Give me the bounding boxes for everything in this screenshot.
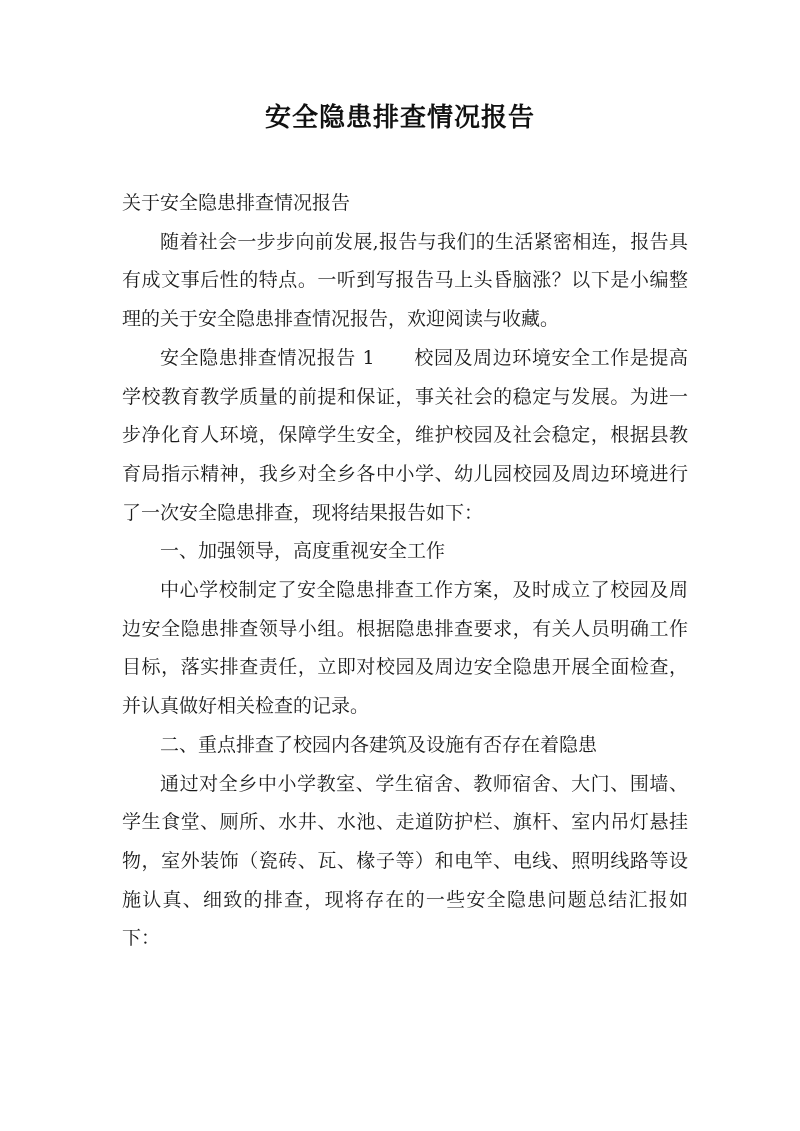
document-body: [122, 184, 688, 958]
intro-paragraph: 随着社会一步步向前发展,报告与我们的生活紧密相连，报告具有成文事后性的特点。一听到写报告马上头昏脑涨？以下是小编整理的关于安全隐患排查情况报告，欢迎阅读与收藏。: [122, 230, 688, 331]
document-title: 安全隐患排查情况报告: [264, 103, 535, 133]
section-2-paragraph: 通过对全乡中小学教室、学生宿舍、教师宿舍、大门、围墙、学生食堂、厕所、水井、水池、走道防护栏、旗杆、室内吊灯悬挂物，室外装饰（瓷砖、瓦、椽子等）和电竿、电线、照明线路等设施认真、细致的排查，现将存在的一些安全隐患问题总结汇报如下：: [122, 772, 688, 950]
section-heading-2: 二、重点排查了校园内各建筑及设施有否存在着隐患: [160, 733, 598, 756]
report-1-paragraph: 安全隐患排查情况报告 1 校园及周边环境安全工作是提高学校教育教学质量的前提和保证，事关社会的稳定与发展。为进一步净化育人环境，保障学生安全，维护校园及社会稳定，根据县教育局指示精神，我乡对全乡各中小学、幼儿园校园及周边环境进行了一次安全隐患排查，现将结果报告如下：: [122, 346, 688, 524]
section-heading-1: 一、加强领导，高度重视安全工作: [160, 540, 446, 563]
section-1-paragraph: 中心学校制定了安全隐患排查工作方案，及时成立了校园及周边安全隐患排查领导小组。根据隐患排查要求，有关人员明确工作目标，落实排查责任，立即对校园及周边安全隐患开展全面检查，并认真做好相关检查的记录。: [122, 579, 688, 718]
document-subtitle: 关于安全隐患排查情况报告: [122, 192, 351, 214]
